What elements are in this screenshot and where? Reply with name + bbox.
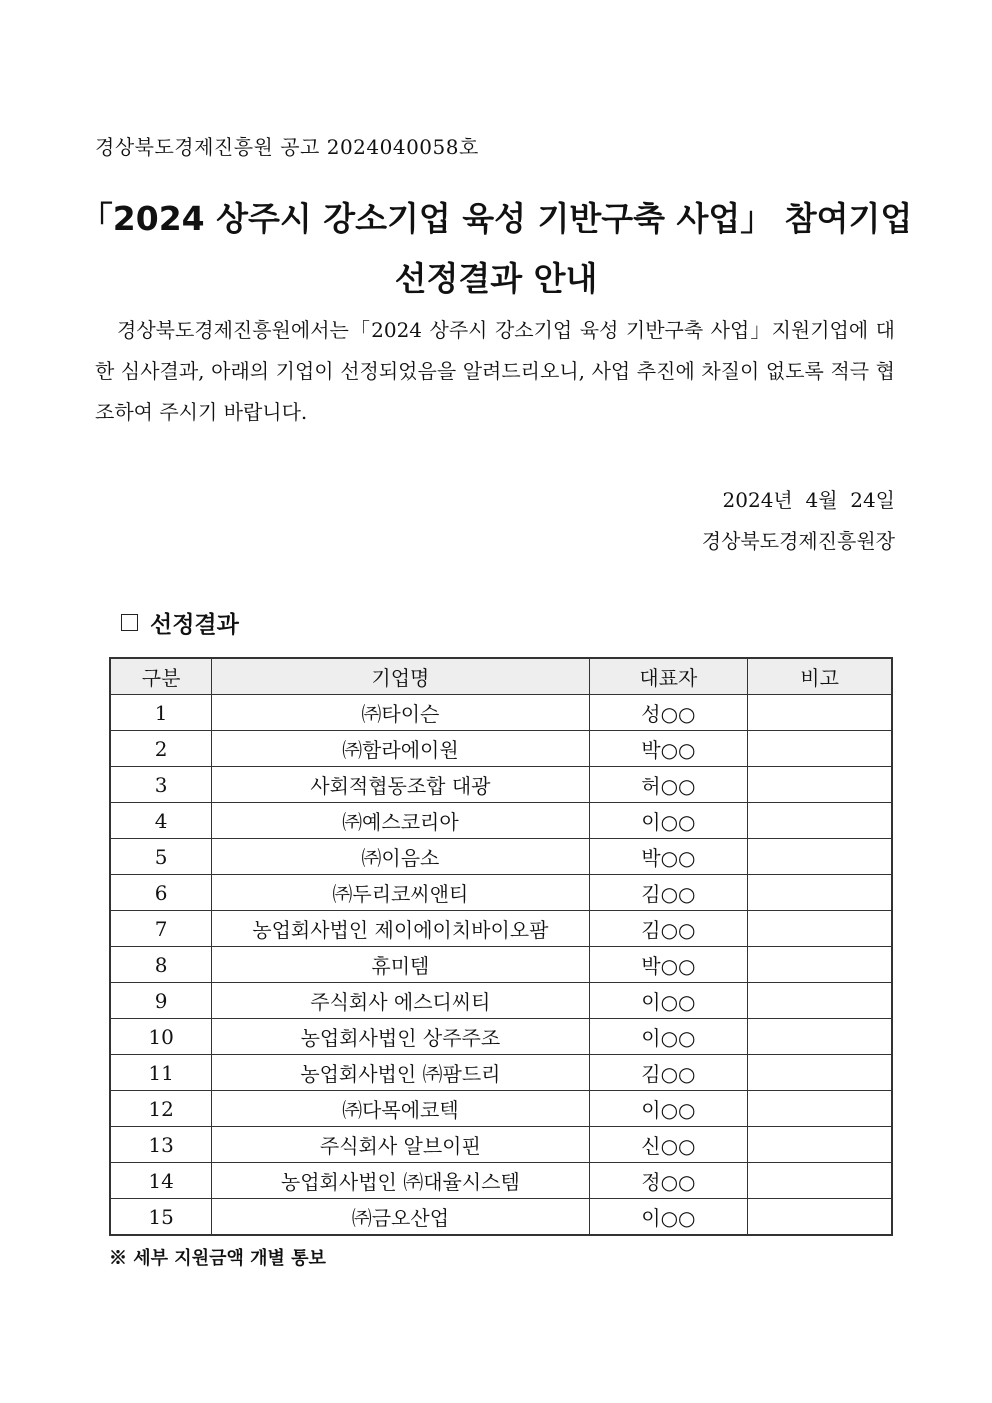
header-representative: 대표자 — [589, 658, 748, 695]
table-row — [110, 695, 892, 731]
note-cell — [748, 1055, 892, 1091]
row-number: 7 — [110, 911, 212, 947]
representative: 이○○ — [589, 983, 748, 1019]
section-title: 선정결과 — [150, 611, 239, 638]
header-no: 구분 — [110, 658, 212, 695]
checkbox-icon — [121, 614, 138, 631]
table-row — [110, 767, 892, 803]
row-number: 9 — [110, 983, 212, 1019]
results-table — [109, 657, 893, 1236]
body-paragraph: 경상북도경제진흥원에서는「2024 상주시 강소기업 육성 기반구축 사업」지원기업에 대한 심사결과, 아래의 기업이 선정되었음을 알려드리오니, 사업 추진에 차질이 없도록 적극 협조하여 주시기 바랍니다. — [95, 318, 895, 424]
table-row — [110, 803, 892, 839]
company-name: ㈜이음소 — [212, 839, 589, 875]
signer: 경상북도경제진흥원장 — [701, 529, 895, 553]
company-name: 농업회사법인 제이에이치바이오팜 — [212, 911, 589, 947]
representative: 박○○ — [589, 839, 748, 875]
representative: 김○○ — [589, 911, 748, 947]
table-header-row — [110, 658, 892, 695]
representative: 이○○ — [589, 803, 748, 839]
table-row — [110, 1055, 892, 1091]
note-cell — [748, 983, 892, 1019]
representative: 정○○ — [589, 1163, 748, 1199]
table-row — [110, 1163, 892, 1199]
note-cell — [748, 1091, 892, 1127]
representative: 허○○ — [589, 767, 748, 803]
row-number: 12 — [110, 1091, 212, 1127]
representative: 김○○ — [589, 1055, 748, 1091]
table-row — [110, 1091, 892, 1127]
row-number: 10 — [110, 1019, 212, 1055]
company-name: ㈜예스코리아 — [212, 803, 589, 839]
row-number: 3 — [110, 767, 212, 803]
row-number: 4 — [110, 803, 212, 839]
representative: 박○○ — [589, 947, 748, 983]
note-cell — [748, 1019, 892, 1055]
note-cell — [748, 839, 892, 875]
note-cell — [748, 1127, 892, 1163]
table-row — [110, 839, 892, 875]
note-cell — [748, 947, 892, 983]
representative: 신○○ — [589, 1127, 748, 1163]
notice-number: 경상북도경제진흥원 공고 2024040058호 — [95, 135, 479, 159]
table-row — [110, 875, 892, 911]
table-row — [110, 1019, 892, 1055]
document-title-line1: 「2024 상주시 강소기업 육성 기반구축 사업」 참여기업 — [79, 199, 913, 238]
representative: 이○○ — [589, 1019, 748, 1055]
header-note: 비고 — [748, 658, 892, 695]
company-name: 농업회사법인 ㈜팜드리 — [212, 1055, 589, 1091]
representative: 이○○ — [589, 1199, 748, 1236]
row-number: 5 — [110, 839, 212, 875]
header-company: 기업명 — [212, 658, 589, 695]
note-cell — [748, 1199, 892, 1236]
note-cell — [748, 803, 892, 839]
representative: 성○○ — [589, 695, 748, 731]
note-cell — [748, 875, 892, 911]
issue-date: 2024년 4월 24일 — [722, 488, 895, 512]
note-cell — [748, 731, 892, 767]
row-number: 2 — [110, 731, 212, 767]
representative: 이○○ — [589, 1091, 748, 1127]
row-number: 14 — [110, 1163, 212, 1199]
row-number: 8 — [110, 947, 212, 983]
company-name: ㈜함라에이원 — [212, 731, 589, 767]
footnote: ※ 세부 지원금액 개별 통보 — [109, 1248, 326, 1269]
row-number: 1 — [110, 695, 212, 731]
company-name: 농업회사법인 ㈜대율시스템 — [212, 1163, 589, 1199]
note-cell — [748, 1163, 892, 1199]
document-title-line2: 선정결과 안내 — [394, 259, 598, 298]
company-name: ㈜타이슨 — [212, 695, 589, 731]
company-name: 주식회사 에스디씨티 — [212, 983, 589, 1019]
note-cell — [748, 911, 892, 947]
company-name: 주식회사 알브이핀 — [212, 1127, 589, 1163]
table-row — [110, 1199, 892, 1236]
row-number: 15 — [110, 1199, 212, 1236]
representative: 박○○ — [589, 731, 748, 767]
company-name: ㈜두리코씨앤티 — [212, 875, 589, 911]
table-row — [110, 731, 892, 767]
table-row — [110, 947, 892, 983]
row-number: 6 — [110, 875, 212, 911]
company-name: 농업회사법인 상주주조 — [212, 1019, 589, 1055]
row-number: 13 — [110, 1127, 212, 1163]
company-name: 사회적협동조합 대광 — [212, 767, 589, 803]
table-row — [110, 911, 892, 947]
table-row — [110, 983, 892, 1019]
table-row — [110, 1127, 892, 1163]
company-name: 휴미템 — [212, 947, 589, 983]
note-cell — [748, 767, 892, 803]
section-heading — [121, 606, 239, 639]
row-number: 11 — [110, 1055, 212, 1091]
note-cell — [748, 695, 892, 731]
company-name: ㈜금오산업 — [212, 1199, 589, 1236]
representative: 김○○ — [589, 875, 748, 911]
company-name: ㈜다목에코텍 — [212, 1091, 589, 1127]
